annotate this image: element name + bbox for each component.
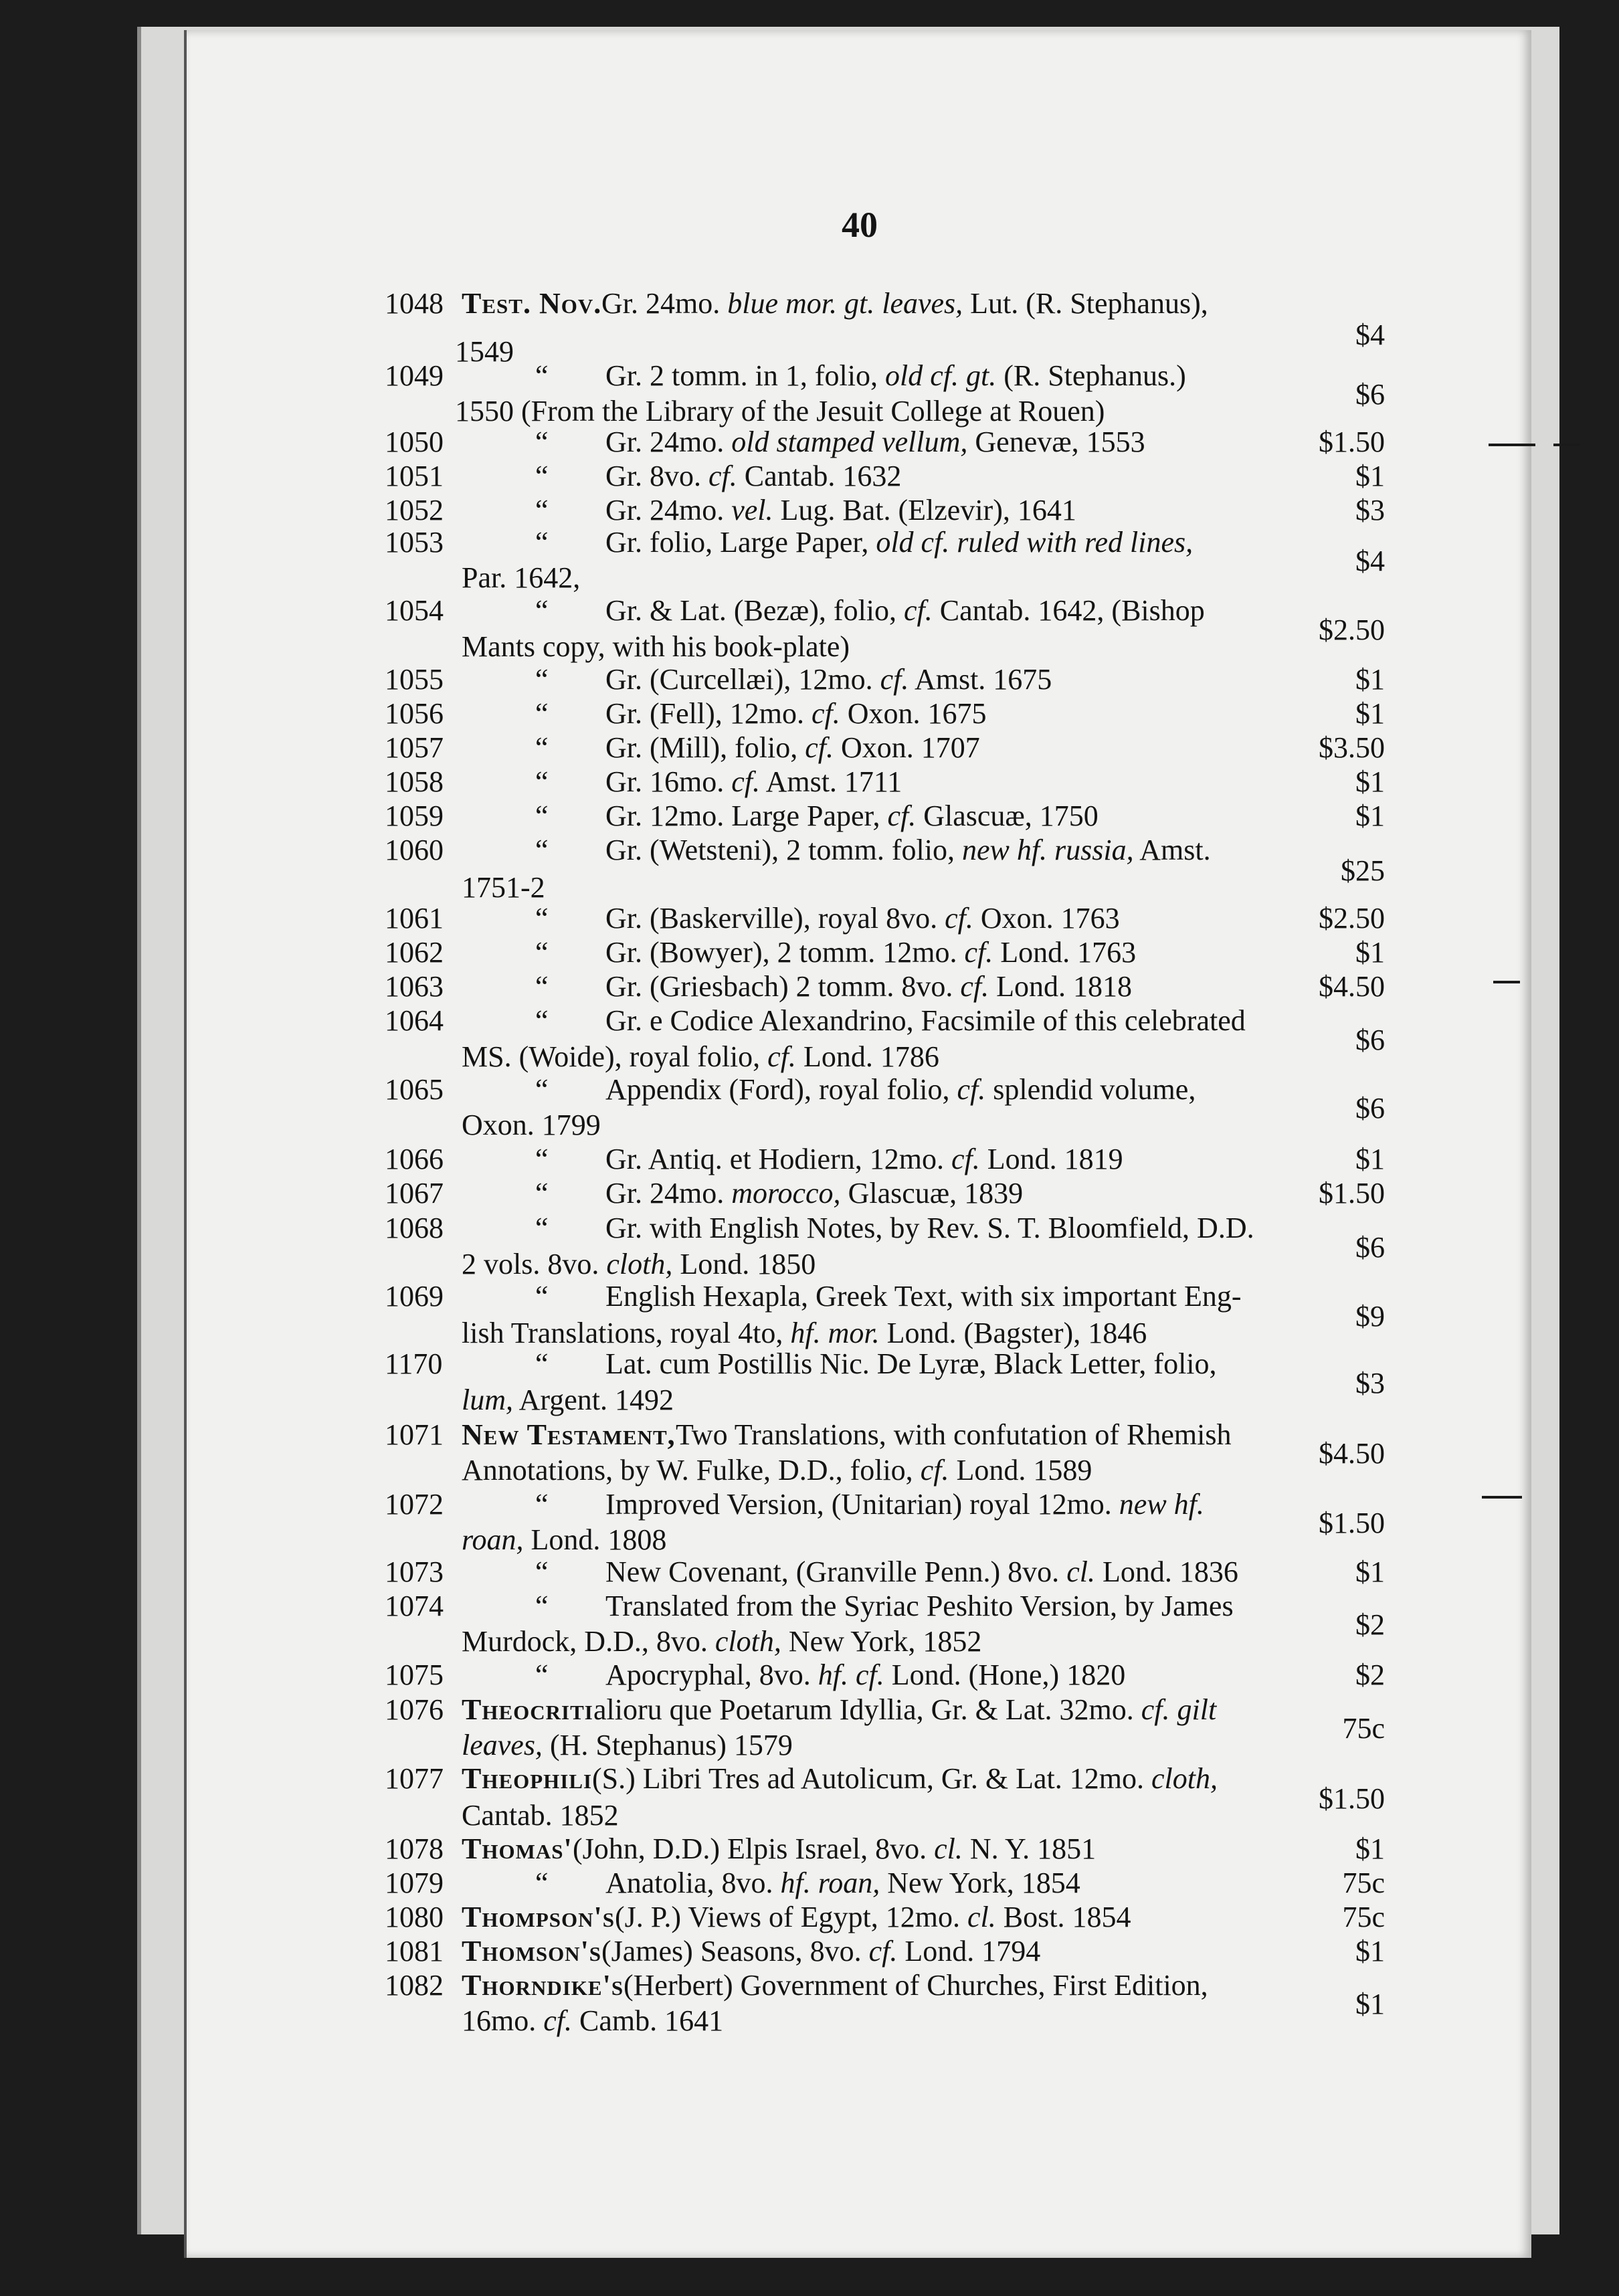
ditto-mark: “ <box>535 902 549 935</box>
ditto-mark: “ <box>535 834 549 866</box>
imprint: Lond. 1819 <box>979 1143 1123 1175</box>
binding-description: cf. <box>811 697 840 730</box>
ditto-mark: “ <box>535 970 549 1003</box>
entry-text: Lat. cum Postillis Nic. De Lyræ, Black Letter, folio, <box>605 1347 1217 1380</box>
price: $4 <box>1355 545 1385 577</box>
continuation-text: MS. (Woide), royal folio, <box>462 1040 768 1073</box>
lot-number: 1073 <box>385 1555 444 1588</box>
catalogue-entry <box>0 425 1619 460</box>
imprint: Camb. 1641 <box>572 2004 724 2037</box>
binding-description: cf. <box>960 970 989 1003</box>
binding-description: cl. <box>967 1901 996 1933</box>
lot-number: 1051 <box>385 460 444 492</box>
ditto-mark: “ <box>535 1004 549 1037</box>
entry-text: Gr. 24mo. <box>605 494 732 527</box>
catalogue-entry <box>0 969 1619 1004</box>
entry-description <box>605 935 1136 970</box>
price: $1.50 <box>1319 425 1385 458</box>
lot-number: 1065 <box>385 1073 444 1106</box>
binding-description: old cf. ruled with red lines, <box>876 526 1194 559</box>
continuation-line <box>0 2004 1619 2038</box>
author-heading: Thompson's <box>462 1901 615 1933</box>
continuation-line <box>0 1040 1619 1074</box>
entry-description <box>605 901 1120 936</box>
binding-description: cf. <box>805 731 834 764</box>
entry-description <box>605 969 1132 1004</box>
ditto-mark: “ <box>535 425 549 458</box>
ditto-mark: “ <box>535 697 549 730</box>
imprint: Oxon. 1675 <box>840 697 987 730</box>
price: $3.50 <box>1319 731 1385 764</box>
entry-text: Gr. (Curcellæi), 12mo. <box>605 663 880 696</box>
continuation-line <box>0 870 1619 905</box>
price: $1 <box>1355 697 1385 730</box>
continuation-text: Murdock, D.D., 8vo. <box>462 1625 715 1658</box>
entry-text: Apocryphal, 8vo. <box>605 1658 818 1691</box>
lot-number: 1078 <box>385 1832 444 1865</box>
continuation-line <box>0 561 1619 595</box>
entry-continuation <box>462 1040 939 1074</box>
entry-text: (S.) Libri Tres ad Autolicum, Gr. & Lat. 12mo. <box>592 1762 1151 1795</box>
binding-description: cf. <box>957 1073 986 1106</box>
continuation-line <box>0 394 1619 429</box>
entry-continuation <box>462 1798 619 1833</box>
binding-description: cloth, <box>715 1625 781 1658</box>
binding-description: new hf. russia, <box>961 834 1134 866</box>
binding-description: leaves, <box>462 1729 543 1761</box>
imprint: Cantab. 1632 <box>737 460 902 492</box>
author-heading: Thomas' <box>462 1832 573 1865</box>
ditto-mark: “ <box>535 1177 549 1210</box>
lot-number: 1064 <box>385 1004 444 1037</box>
entry-text: Improved Version, (Unitarian) royal 12mo. <box>605 1488 1119 1521</box>
binding-description: hf. mor. <box>790 1317 880 1349</box>
ditto-mark: “ <box>535 799 549 832</box>
ditto-mark: “ <box>535 1280 549 1313</box>
continuation-line <box>0 1316 1619 1351</box>
author-heading: Theophili <box>462 1762 593 1795</box>
entry-continuation <box>462 1523 666 1557</box>
entry-text: Translated from the Syriac Peshito Version, by James <box>605 1590 1234 1622</box>
binding-description: cloth, <box>1151 1762 1218 1795</box>
binding-description: cf. <box>543 2004 572 2037</box>
price: $1 <box>1355 1555 1385 1588</box>
lot-number: 1075 <box>385 1658 444 1691</box>
entry-text: (James) Seasons, 8vo. <box>601 1935 869 1968</box>
price: $1.50 <box>1319 1782 1385 1815</box>
author-heading: Test. Nov. <box>462 287 602 320</box>
price: $1 <box>1355 1143 1385 1175</box>
catalogue-entry <box>0 1934 1619 1969</box>
entry-continuation <box>462 1453 1092 1488</box>
price: $2.50 <box>1319 613 1385 646</box>
ditto-mark: “ <box>535 731 549 764</box>
imprint: Oxon. 1763 <box>973 902 1120 935</box>
entry-text: Gr. 24mo. <box>601 287 728 320</box>
continuation-text: 1751-2 <box>462 871 545 904</box>
entry-text: Gr. 24mo. <box>605 425 732 458</box>
continuation-text: 2 vols. 8vo. <box>462 1248 607 1280</box>
entry-description <box>605 696 987 731</box>
lot-number: 1061 <box>385 902 444 935</box>
lot-number: 1082 <box>385 1969 444 2002</box>
lot-number: 1066 <box>385 1143 444 1175</box>
imprint: Lond. 1808 <box>523 1523 667 1556</box>
continuation-line <box>0 1383 1619 1418</box>
price: $1 <box>1355 799 1385 832</box>
binding-description: cf. <box>920 1454 949 1487</box>
catalogue-entry <box>0 1555 1619 1590</box>
price: $1 <box>1355 765 1385 798</box>
imprint: Oxon. 1707 <box>833 731 980 764</box>
catalogue-entry <box>0 935 1619 970</box>
lot-number: 1076 <box>385 1693 444 1726</box>
continuation-text: Oxon. 1799 <box>462 1109 601 1141</box>
imprint: Genevæ, 1553 <box>967 425 1145 458</box>
imprint: Cantab. 1642, (Bishop <box>932 594 1205 627</box>
price: $1 <box>1355 1935 1385 1968</box>
entry-text: Gr. (Bowyer), 2 tomm. 12mo. <box>605 936 965 969</box>
imprint: Lut. (R. Stephanus), <box>963 287 1208 320</box>
catalogue-entry <box>0 731 1619 765</box>
entry-description <box>605 731 980 765</box>
binding-description: cloth, <box>606 1248 673 1280</box>
lot-number: 1054 <box>385 594 444 627</box>
entry-continuation <box>462 2004 723 2038</box>
ditto-mark: “ <box>535 936 549 969</box>
entry-text: (Herbert) Government of Churches, First Edition, <box>624 1969 1208 2002</box>
entry-continuation <box>462 1624 981 1659</box>
lot-number: 1052 <box>385 494 444 527</box>
entry-text: Appendix (Ford), royal folio, <box>605 1073 957 1106</box>
ditto-mark: “ <box>535 526 549 559</box>
binding-description: roan, <box>462 1523 524 1556</box>
entry-text: English Hexapla, Greek Text, with six important Eng- <box>605 1280 1242 1313</box>
continuation-text: 1550 (From the Library of the Jesuit College at Rouen) <box>455 395 1105 427</box>
entry-description <box>605 425 1145 460</box>
imprint: Lond. 1850 <box>672 1248 816 1280</box>
imprint: Amst. 1711 <box>760 765 902 798</box>
price: $1 <box>1355 936 1385 969</box>
imprint: Amst. <box>1133 834 1211 866</box>
imprint: New York, 1854 <box>880 1867 1080 1899</box>
binding-description: cf. <box>731 765 760 798</box>
entry-text: Gr. 16mo. <box>605 765 732 798</box>
imprint: New York, 1852 <box>781 1625 982 1658</box>
entry-continuation <box>462 1728 793 1763</box>
lot-number: 1081 <box>385 1935 444 1968</box>
continuation-line <box>0 1728 1619 1763</box>
imprint: Lond. 1589 <box>949 1454 1092 1487</box>
entry-text: Gr. 8vo. <box>605 460 708 492</box>
catalogue-entry <box>0 1832 1619 1867</box>
price: $1.50 <box>1319 1507 1385 1539</box>
entry-text: Gr. (Mill), folio, <box>605 731 805 764</box>
imprint: Lond. 1836 <box>1094 1555 1238 1588</box>
imprint: N. Y. 1851 <box>962 1832 1097 1865</box>
binding-description: cf. <box>904 594 933 627</box>
price: $1.50 <box>1319 1177 1385 1210</box>
lot-number: 1058 <box>385 765 444 798</box>
lot-number: 1072 <box>385 1488 444 1521</box>
author-heading: Thomson's <box>462 1935 602 1968</box>
entry-description <box>605 1176 1023 1211</box>
continuation-line <box>0 630 1619 664</box>
price: $6 <box>1355 1024 1385 1056</box>
price: $1 <box>1355 460 1385 492</box>
ditto-mark: “ <box>535 1488 549 1521</box>
continuation-line <box>0 1798 1619 1833</box>
entry-continuation <box>462 1316 1147 1351</box>
entry-continuation <box>462 1108 601 1143</box>
price: $2.50 <box>1319 902 1385 935</box>
binding-description: cf. <box>945 902 973 935</box>
price: $9 <box>1355 1300 1385 1333</box>
ditto-mark: “ <box>535 1073 549 1106</box>
continuation-text: Annotations, by W. Fulke, D.D., folio, <box>462 1454 921 1487</box>
author-heading: Thorndike's <box>462 1969 624 2002</box>
ditto-mark: “ <box>535 1143 549 1175</box>
author-heading: Theocriti <box>462 1693 593 1726</box>
continuation-text: Mants copy, with his book-plate) <box>462 630 850 663</box>
price: $2 <box>1355 1608 1385 1641</box>
price: $3 <box>1355 494 1385 527</box>
imprint: Lond. (Hone,) 1820 <box>884 1658 1126 1691</box>
catalogue-entry <box>0 765 1619 799</box>
entry-text: (John, D.D.) Elpis Israel, 8vo. <box>573 1832 935 1865</box>
ditto-mark: “ <box>535 359 549 392</box>
continuation-line <box>0 1247 1619 1282</box>
imprint: (R. Stephanus.) <box>996 359 1186 392</box>
imprint: Argent. 1492 <box>513 1383 674 1416</box>
binding-description: old stamped vellum, <box>731 425 968 458</box>
binding-description: vel. <box>731 494 773 527</box>
price: $3 <box>1355 1367 1385 1400</box>
catalogue-entry <box>0 1866 1619 1901</box>
lot-number: 1059 <box>385 799 444 832</box>
entry-continuation <box>462 870 545 905</box>
binding-description: cf. <box>887 799 917 832</box>
entry-text: Gr. (Baskerville), royal 8vo. <box>605 902 945 935</box>
entry-continuation <box>455 394 1105 429</box>
entry-text: Gr. with English Notes, by Rev. S. T. Bloomfield, D.D. <box>605 1212 1254 1244</box>
continuation-text: lish Translations, royal 4to, <box>462 1317 791 1349</box>
entry-description <box>601 286 1208 321</box>
imprint: Lug. Bat. (Elzevir), 1641 <box>773 494 1076 527</box>
ditto-mark: “ <box>535 1590 549 1622</box>
entry-description <box>573 1832 1096 1867</box>
ditto-mark: “ <box>535 1212 549 1244</box>
entry-description <box>605 799 1099 834</box>
binding-description: cl. <box>934 1832 963 1865</box>
entry-text: Gr. (Wetsteni), 2 tomm. folio, <box>605 834 962 866</box>
lot-number: 1063 <box>385 970 444 1003</box>
binding-description: cf. <box>708 460 737 492</box>
ditto-mark: “ <box>535 1658 549 1691</box>
ditto-mark: “ <box>535 765 549 798</box>
lot-number: 1074 <box>385 1590 444 1622</box>
price: $1 <box>1355 1832 1385 1865</box>
entry-continuation <box>462 1383 674 1418</box>
binding-description: cf. <box>868 1935 898 1968</box>
binding-description: lum, <box>462 1383 513 1416</box>
binding-description: hf. roan, <box>780 1867 880 1899</box>
entry-description <box>601 1934 1040 1969</box>
entry-description <box>605 765 902 799</box>
author-heading: New Testament, <box>462 1418 676 1451</box>
entry-continuation <box>462 630 850 664</box>
binding-description: old cf. gt. <box>885 359 997 392</box>
lot-number: 1053 <box>385 526 444 559</box>
binding-description: new hf. <box>1119 1488 1204 1521</box>
lot-number: 1062 <box>385 936 444 969</box>
price: $6 <box>1355 378 1385 411</box>
entry-description <box>605 1866 1080 1901</box>
catalogue-entry <box>0 1176 1619 1211</box>
price: $6 <box>1355 1231 1385 1264</box>
ditto-mark: “ <box>535 494 549 527</box>
lot-number: 1048 <box>385 287 444 320</box>
binding-description: blue mor. gt. leaves, <box>727 287 963 320</box>
lot-number: 1055 <box>385 663 444 696</box>
entry-text: New Covenant, (Granville Penn.) 8vo. <box>605 1555 1067 1588</box>
binding-description: cf. <box>880 663 909 696</box>
lot-number: 1080 <box>385 1901 444 1933</box>
lot-number: 1057 <box>385 731 444 764</box>
entry-text: Gr. 12mo. Large Paper, <box>605 799 888 832</box>
entry-description <box>605 1142 1123 1177</box>
price: $4 <box>1355 318 1385 351</box>
continuation-line <box>0 1453 1619 1488</box>
binding-description: morocco, <box>731 1177 841 1210</box>
binding-description: cf. <box>964 936 993 969</box>
entry-description <box>605 493 1076 528</box>
entry-text: Anatolia, 8vo. <box>605 1867 781 1899</box>
imprint: Lond. (Bagster), 1846 <box>879 1317 1147 1349</box>
lot-number: 1050 <box>385 425 444 458</box>
entry-text: alioru que Poetarum Idyllia, Gr. & Lat. 32mo. <box>593 1693 1141 1726</box>
price: 75c <box>1342 1867 1385 1899</box>
entry-text: Gr. Antiq. et Hodiern, 12mo. <box>605 1143 951 1175</box>
price: $1 <box>1355 663 1385 696</box>
imprint: Glascuæ, 1750 <box>916 799 1099 832</box>
lot-number: 1079 <box>385 1867 444 1899</box>
entry-text: Gr. (Fell), 12mo. <box>605 697 812 730</box>
imprint: Amst. 1675 <box>909 663 1052 696</box>
entry-text: Gr. & Lat. (Bezæ), folio, <box>605 594 904 627</box>
lot-number: 1049 <box>385 359 444 392</box>
price: 75c <box>1342 1712 1385 1745</box>
price: $1 <box>1355 1988 1385 2020</box>
entry-text: Two Translations, with confutation of Rhemish <box>676 1418 1232 1451</box>
ditto-mark: “ <box>535 1555 549 1588</box>
entry-continuation <box>462 1247 816 1282</box>
entry-description <box>605 459 901 494</box>
imprint: Lond. 1786 <box>795 1040 939 1073</box>
entry-text: Gr. 24mo. <box>605 1177 732 1210</box>
entry-description <box>615 1900 1131 1935</box>
continuation-text: 16mo. <box>462 2004 544 2037</box>
catalogue-entry <box>0 493 1619 528</box>
continuation-line <box>0 1624 1619 1659</box>
entry-text: Gr. e Codice Alexandrino, Facsimile of this celebrated <box>605 1004 1246 1037</box>
binding-description: cl. <box>1066 1555 1095 1588</box>
entry-text: (J. P.) Views of Egypt, 12mo. <box>615 1901 967 1933</box>
imprint: Lond. 1763 <box>993 936 1137 969</box>
binding-description: cf. <box>951 1143 980 1175</box>
lot-number: 1069 <box>385 1280 444 1313</box>
entry-continuation <box>462 561 580 595</box>
ditto-mark: “ <box>535 1867 549 1899</box>
price: $2 <box>1355 1658 1385 1691</box>
catalogue-entry <box>0 459 1619 494</box>
ditto-mark: “ <box>535 1347 549 1380</box>
continuation-text: Cantab. 1852 <box>462 1799 619 1832</box>
imprint: (H. Stephanus) 1579 <box>542 1729 793 1761</box>
continuation-text: Par. 1642, <box>462 561 581 594</box>
lot-number: 1071 <box>385 1418 444 1451</box>
catalogue-entry <box>0 799 1619 834</box>
price: 75c <box>1342 1901 1385 1933</box>
catalogue-entry <box>0 286 1619 321</box>
imprint: Glascuæ, 1839 <box>840 1177 1024 1210</box>
lot-number: 1060 <box>385 834 444 866</box>
entry-description <box>605 1658 1125 1693</box>
price: $4.50 <box>1319 970 1385 1003</box>
lot-number: 1056 <box>385 697 444 730</box>
entry-text: Gr. folio, Large Paper, <box>605 526 876 559</box>
catalogue-entry <box>0 901 1619 936</box>
ditto-mark: “ <box>535 594 549 627</box>
entry-description <box>605 1555 1238 1590</box>
lot-number: 1170 <box>385 1347 443 1380</box>
ditto-mark: “ <box>535 460 549 492</box>
entry-text: Gr. 2 tomm. in 1, folio, <box>605 359 885 392</box>
binding-description: hf. cf. <box>818 1658 884 1691</box>
ditto-mark: “ <box>535 663 549 696</box>
imprint: splendid volume, <box>985 1073 1196 1106</box>
price: $25 <box>1341 854 1385 887</box>
entry-description <box>605 662 1052 697</box>
price: $4.50 <box>1319 1437 1385 1470</box>
entry-text: Gr. (Griesbach) 2 tomm. 8vo. <box>605 970 961 1003</box>
catalogue-entry <box>0 1658 1619 1693</box>
continuation-line <box>0 1523 1619 1557</box>
lot-number: 1077 <box>385 1762 444 1795</box>
imprint: Bost. 1854 <box>995 1901 1131 1933</box>
catalogue-entry <box>0 662 1619 697</box>
continuation-line <box>0 1108 1619 1143</box>
imprint: Lond. 1794 <box>897 1935 1041 1968</box>
catalogue-entry <box>0 696 1619 731</box>
binding-description: cf. <box>767 1040 796 1073</box>
catalogue-entry <box>0 1900 1619 1935</box>
continuation-text: 1549 <box>455 335 514 368</box>
imprint: Lond. 1818 <box>989 970 1132 1003</box>
catalogue-entry <box>0 1142 1619 1177</box>
lot-number: 1067 <box>385 1177 444 1210</box>
binding-description: cf. gilt <box>1141 1693 1217 1726</box>
lot-number: 1068 <box>385 1212 444 1244</box>
price: $6 <box>1355 1092 1385 1125</box>
